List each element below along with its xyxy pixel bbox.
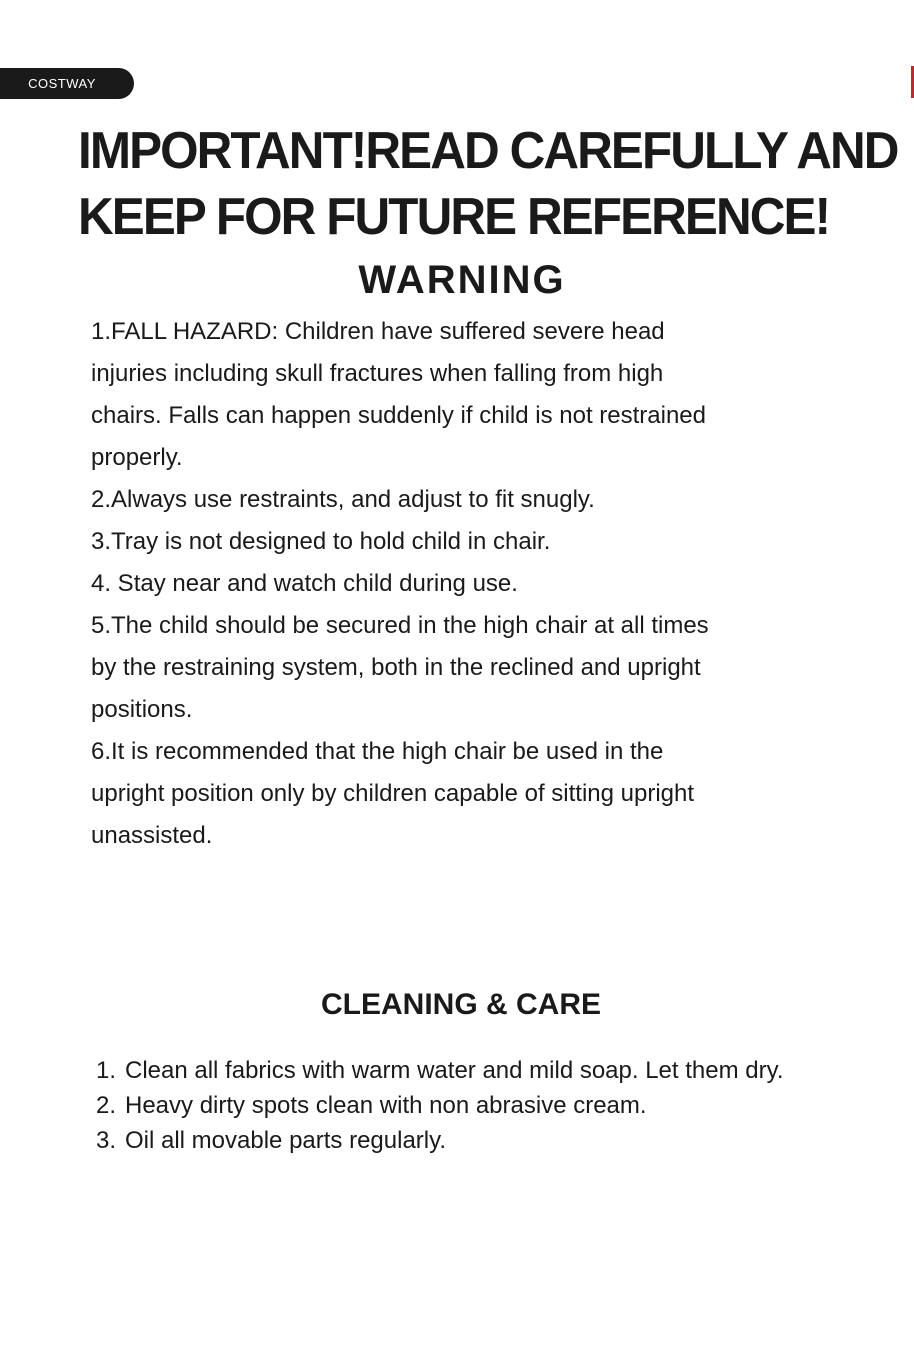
headline-line-1: IMPORTANT!READ CAREFULLY AND [78, 122, 898, 180]
warning-line: 1.FALL HAZARD: Children have suffered severe head [91, 318, 665, 345]
headline-line-2: KEEP FOR FUTURE REFERENCE! [78, 188, 830, 246]
warning-line: unassisted. [91, 822, 213, 849]
brand-logo-label: COSTWAY [28, 76, 96, 91]
warning-text-block [91, 311, 891, 857]
care-item-number: 1. [96, 1057, 117, 1084]
brand-logo-tab [0, 68, 134, 99]
cleaning-care-title: CLEANING & CARE [320, 988, 601, 1021]
care-item-number: 2. [96, 1092, 117, 1119]
cleaning-care-list [96, 1053, 856, 1158]
warning-line: injuries including skull fractures when falling from high [91, 360, 664, 387]
care-list-item [96, 1053, 856, 1088]
warning-line: 2.Always use restraints, and adjust to fit snugly. [91, 486, 595, 513]
care-list-item [96, 1088, 856, 1123]
care-item-number: 3. [96, 1127, 117, 1154]
care-item-text: Clean all fabrics with warm water and mild soap. Let them dry. [125, 1057, 784, 1084]
warning-line: by the restraining system, both in the reclined and upright [91, 654, 701, 681]
warning-line: 3.Tray is not designed to hold child in chair. [91, 528, 551, 555]
warning-line: 5.The child should be secured in the high chair at all times [91, 612, 709, 639]
page-headline [78, 118, 898, 250]
warning-line: 6.It is recommended that the high chair be used in the [91, 738, 664, 765]
warning-line: properly. [91, 444, 183, 471]
care-item-text: Oil all movable parts regularly. [125, 1127, 447, 1154]
care-list-item [96, 1123, 856, 1158]
warning-line: upright position only by children capable of sitting upright [91, 780, 695, 807]
warning-line: chairs. Falls can happen suddenly if child is not restrained [91, 402, 706, 429]
warning-line: positions. [91, 696, 193, 723]
warning-line: 4. Stay near and watch child during use. [91, 570, 518, 597]
care-item-text: Heavy dirty spots clean with non abrasive cream. [125, 1092, 647, 1119]
warning-title: WARNING [358, 258, 566, 302]
